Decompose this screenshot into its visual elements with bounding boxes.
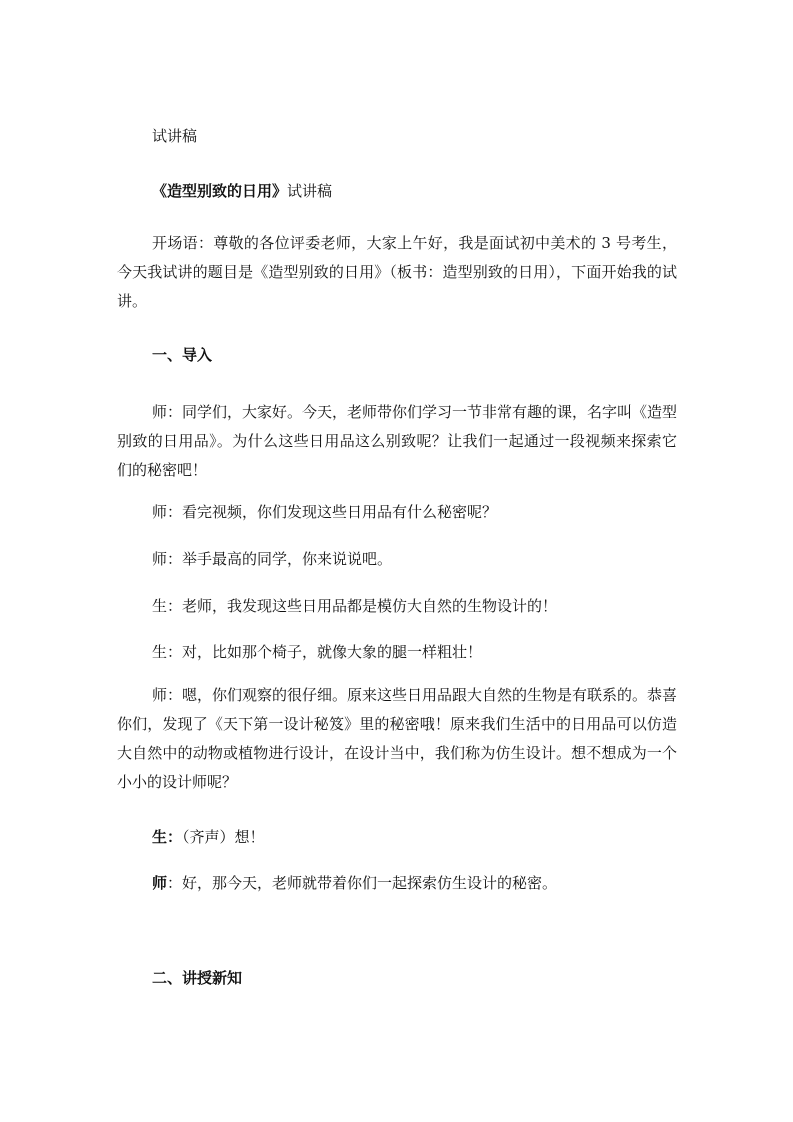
title-rest-part: 试讲稿 [287, 182, 333, 200]
paragraph-teacher-explain: 师：嗯，你们观察的很仔细。原来这些日用品跟大自然的生物是有联系的。恭喜你们，发现了《天下第一设计秘笈》里的秘密哦！原来我们生活中的日用品可以仿造大自然中的动物或植物进行设计，在设计当中，我们称为仿生设计。想不想成为一个小小的设计师呢？ [117, 686, 678, 791]
paragraph-teacher-transition [152, 873, 717, 893]
paragraph-teacher-question: 师：看完视频，你们发现这些日用品有什么秘密呢？ [152, 503, 498, 521]
document-header: 试讲稿 [152, 127, 198, 145]
document-title [152, 181, 717, 201]
speaker-label: 生： [152, 828, 183, 846]
section-heading-new-knowledge: 二、讲授新知 [152, 969, 243, 987]
title-bold-part: 《造型别致的日用》 [152, 182, 288, 200]
paragraph-student-answer-2: 生：对，比如那个椅子，就像大象的腿一样粗壮！ [152, 643, 483, 661]
section-heading-intro: 一、导入 [152, 346, 213, 364]
speaker-text: ：好，那今天，老师就带着你们一起探索仿生设计的秘密。 [167, 874, 558, 892]
paragraph-student-chorus [152, 827, 717, 847]
paragraph-teacher-intro: 师：同学们，大家好。今天，老师带你们学习一节非常有趣的课，名字叫《造型别致的日用品》。为什么这些日用品这么别致呢？让我们一起通过一段视频来探索它们的秘密吧！ [117, 403, 678, 479]
paragraph-teacher-call: 师：举手最高的同学，你来说说吧。 [152, 550, 393, 568]
opening-paragraph: 开场语：尊敬的各位评委老师，大家上午好，我是面试初中美术的 3 号考生，今天我试讲的题目是《造型别致的日用》（板书：造型别致的日用），下面开始我的试讲。 [117, 234, 677, 310]
paragraph-student-answer-1: 生：老师，我发现这些日用品都是模仿大自然的生物设计的！ [152, 597, 558, 615]
speaker-label: 师 [152, 874, 168, 892]
speaker-text: （齐声）想！ [182, 828, 265, 846]
